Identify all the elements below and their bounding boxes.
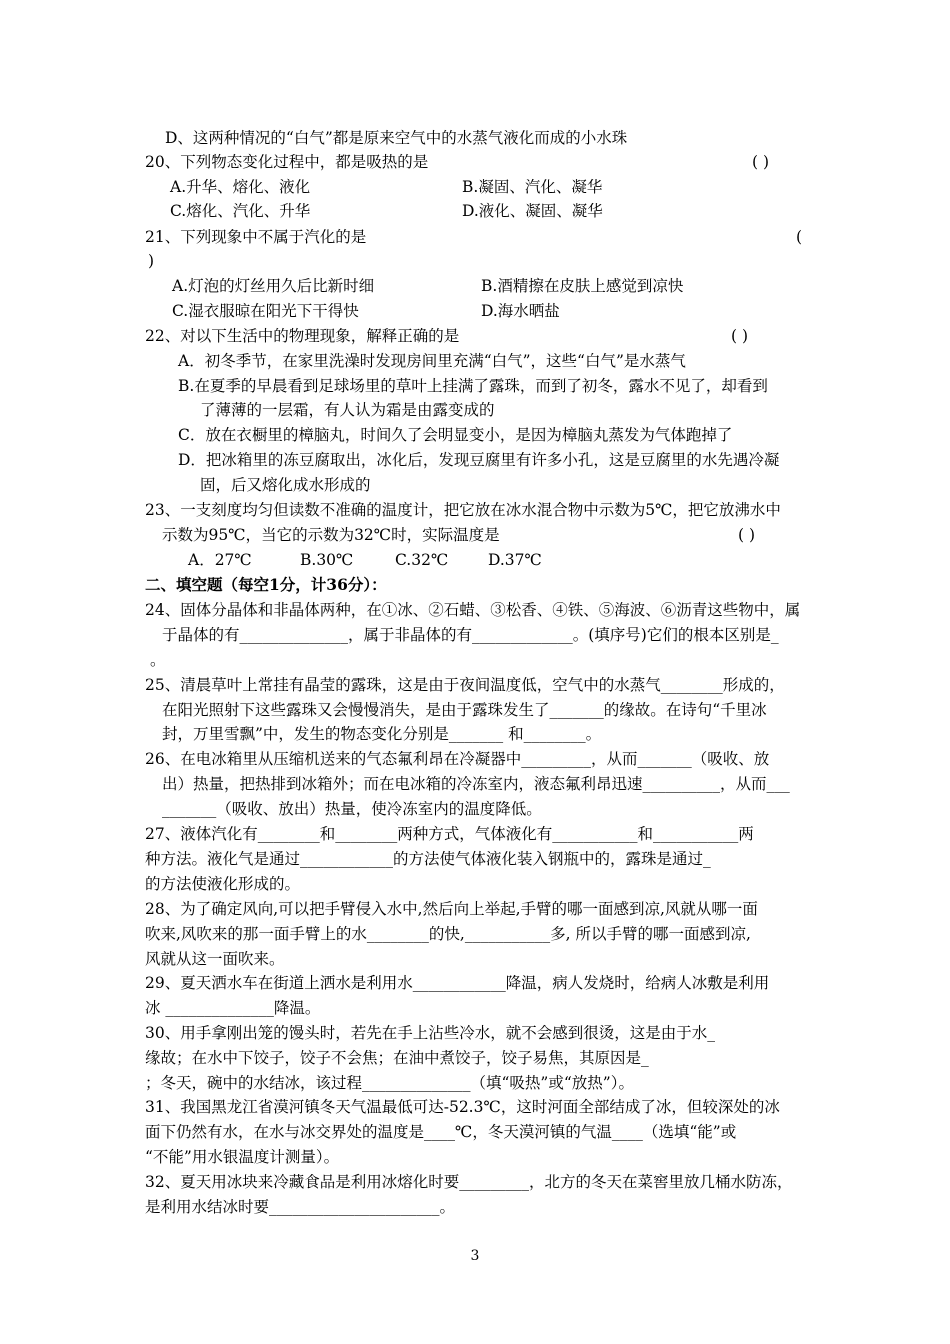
q30-line2: 缘故；在水中下饺子，饺子不会焦；在油中煮饺子，饺子易焦，其原因是_ xyxy=(145,1049,649,1067)
q24-line2: 于晶体的有______________，属于非晶体的有_____________。(填序号)它们的根本区别是_ xyxy=(162,626,779,644)
q28-line2: 吹来,风吹来的那一面手臂上的水________的快,___________多, 所以手臂的哪一面感到凉, xyxy=(145,925,751,943)
q22-option-b-line1: B.在夏季的早晨看到足球场里的草叶上挂满了露珠，而到了初冬，露水不见了，却看到 xyxy=(178,377,768,395)
q25-line3: 封，万里雪飘”中，发生的物态变化分别是_______ 和________。 xyxy=(162,725,602,743)
q30-line3: ；冬天，碗中的水结冰，该过程______________（填“吸热”或“放热”）。 xyxy=(145,1074,634,1092)
q26-line3: _______（吸收、放出）热量，使冷冻室内的温度降低。 xyxy=(162,800,542,818)
q23-line2: 示数为95℃，当它的示数为32℃时，实际温度是 xyxy=(162,526,500,544)
q20-stem: 20、下列物态变化过程中，都是吸热的是 xyxy=(145,153,429,171)
q22-option-d-line1: D．把冰箱里的冻豆腐取出，冰化后，发现豆腐里有许多小孔，这是豆腐里的水先遇冷凝 xyxy=(178,451,780,469)
q27-line2: 种方法。液化气是通过____________的方法使气体液化装入钢瓶中的，露珠是通过_ xyxy=(145,850,711,868)
q28-line3: 风就从这一面吹来。 xyxy=(145,950,285,968)
q20-answer-paren: ( ) xyxy=(752,153,770,171)
q21-option-c: C.湿衣服晾在阳光下干得快 xyxy=(172,302,359,320)
q23-answer-paren: ( ) xyxy=(738,526,756,544)
q20-option-a: A.升华、熔化、液化 xyxy=(170,178,311,196)
q23-option-d: D.37℃ xyxy=(488,551,542,569)
q32-line1: 32、夏天用冰块来冷藏食品是利用冰熔化时要_________，北方的冬天在菜窖里放几桶水防冻， xyxy=(145,1173,793,1191)
q21-option-a: A.灯泡的灯丝用久后比新时细 xyxy=(172,277,375,295)
q24-line3: 。 xyxy=(150,651,166,669)
q22-option-c: C．放在衣橱里的樟脑丸，时间久了会明显变小，是因为樟脑丸蒸发为气体跑掉了 xyxy=(178,426,733,444)
q27-line3: 的方法使液化形成的。 xyxy=(145,875,301,893)
q32-line2: 是利用水结冰时要______________________。 xyxy=(145,1198,456,1216)
q21-stem: 21、下列现象中不属于汽化的是 xyxy=(145,228,367,246)
q23-line1: 23、一支刻度均匀但读数不准确的温度计，把它放在冰水混合物中示数为5℃，把它放沸水中 xyxy=(145,501,781,519)
q22-option-d-line2: 固，后又熔化成水形成的 xyxy=(200,476,371,494)
q28-line1: 28、为了确定风向,可以把手臂侵入水中,然后向上举起,手臂的哪一面感到凉,风就从哪一面 xyxy=(145,900,758,918)
q27-line1: 27、液体汽化有________和________两种方式，气体液化有___________和___________两 xyxy=(145,825,754,843)
q22-option-a: A．初冬季节，在家里洗澡时发现房间里充满“白气”，这些“白气”是水蒸气 xyxy=(178,352,686,370)
q20-option-b: B.凝固、汽化、凝华 xyxy=(462,178,603,196)
q30-line1: 30、用手拿刚出笼的馒头时，若先在手上沾些冷水，就不会感到很烫，这是由于水_ xyxy=(145,1024,715,1042)
q29-line2: 冰 ______________降温。 xyxy=(145,999,321,1017)
q25-line1: 25、清晨草叶上常挂有晶莹的露珠，这是由于夜间温度低，空气中的水蒸气________形成的， xyxy=(145,676,785,694)
q21-option-b: B.酒精擦在皮肤上感觉到凉快 xyxy=(481,277,684,295)
q31-line2: 面下仍然有水，在水与冰交界处的温度是____℃，冬天漠河镇的气温____（选填“能”或 xyxy=(145,1123,737,1141)
q26-line2: 出）热量，把热排到冰箱外；而在电冰箱的冷冻室内，液态氟利昂迅速__________，从而___ xyxy=(162,775,790,793)
q22-answer-paren: ( ) xyxy=(731,327,749,345)
q24-line1: 24、固体分晶体和非晶体两种，在①冰、②石蜡、③松香、④铁、⑤海波、⑥沥青这些物中，属 xyxy=(145,601,801,619)
q23-option-a: A．27℃ xyxy=(188,551,252,569)
q25-line2: 在阳光照射下这些露珠又会慢慢消失，是由于露珠发生了_______的缘故。在诗句“千里冰 xyxy=(162,701,767,719)
q21-option-d: D.海水晒盐 xyxy=(481,302,560,320)
q31-line1: 31、我国黑龙江省漠河镇冬天气温最低可达-52.3℃，这时河面全部结成了冰，但较深处的冰 xyxy=(145,1098,780,1116)
q23-option-c: C.32℃ xyxy=(395,551,449,569)
q22-option-b-line2: 了薄薄的一层霜，有人认为霜是由露变成的 xyxy=(200,401,495,419)
q20-option-d: D.液化、凝固、凝华 xyxy=(462,202,603,220)
q21-paren-close: ) xyxy=(148,252,155,270)
q26-line1: 26、在电冰箱里从压缩机送来的气态氟利昂在冷凝器中_________，从而_______（吸收、放 xyxy=(145,750,770,768)
q23-option-b: B.30℃ xyxy=(300,551,354,569)
section-heading: 二、填空题（每空1分，计36分）： xyxy=(145,575,387,594)
q29-line1: 29、夏天洒水车在街道上洒水是利用水____________降温，病人发烧时，给病人冰敷是利用 xyxy=(145,974,770,992)
page-number: 3 xyxy=(470,1248,480,1264)
q31-line3: “不能”用水银温度计测量）。 xyxy=(145,1148,340,1166)
q19-option-d: D、这两种情况的“白气”都是原来空气中的水蒸气液化而成的小水珠 xyxy=(165,129,628,147)
q22-stem: 22、对以下生活中的物理现象，解释正确的是 xyxy=(145,327,460,345)
q21-paren-open: ( xyxy=(796,228,803,246)
q20-option-c: C.熔化、汽化、升华 xyxy=(170,202,311,220)
